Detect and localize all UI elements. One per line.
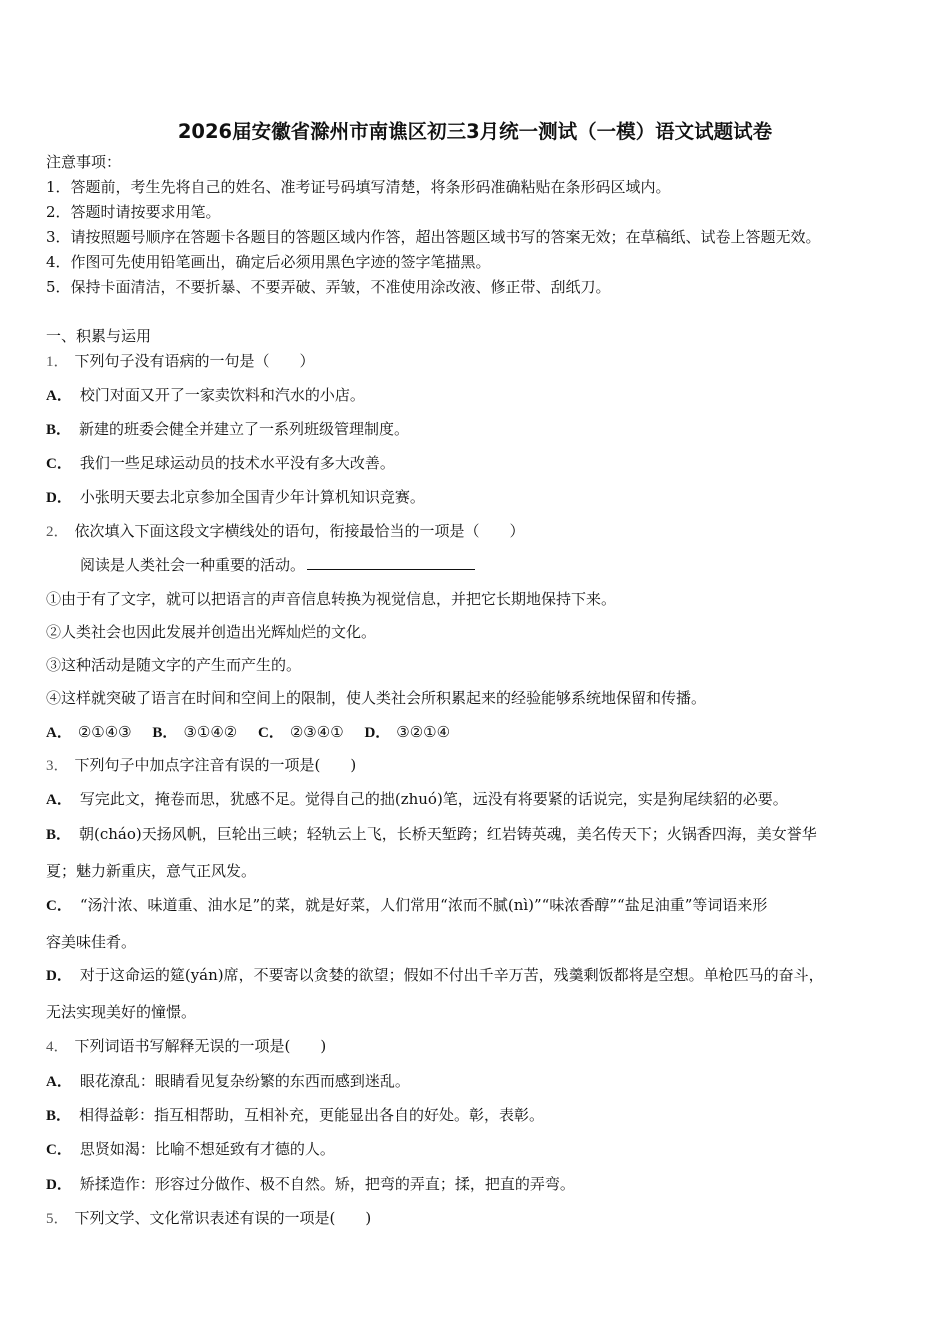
option-text: 朝(cháo)天扬风帆，巨轮出三峡；轻轨云上飞，长桥天堑跨；红岩铸英魂，美名传天下；火锅香四海，美女誉华 xyxy=(79,825,817,843)
option-c xyxy=(46,1139,335,1160)
question-2 xyxy=(46,521,525,542)
option-key: B． xyxy=(46,827,72,843)
option-text: “汤汁浓、味道重、油水足”的菜，就是好菜，人们常用“浓而不腻(nì)”“味浓香醇”“盐足油重”等词语来形 xyxy=(79,896,768,914)
option-d xyxy=(46,487,425,508)
question-number: 3． xyxy=(46,758,69,774)
question-stem: 下列词语书写解释无误的一项是( ) xyxy=(74,1037,327,1055)
question-5 xyxy=(46,1208,371,1229)
passage-text: 阅读是人类社会一种重要的活动。 xyxy=(80,556,306,574)
question-4 xyxy=(46,1036,326,1057)
option-text: 眼花潦乱：眼睛看见复杂纷繁的东西而感到迷乱。 xyxy=(79,1072,410,1090)
choice-row xyxy=(46,722,466,743)
option-text: 写完此文，掩卷而思，犹感不足。觉得自己的拙(zhuó)笔，远没有将要紧的话说完，实是狗尾续貂的必要。 xyxy=(79,790,788,808)
choice-d: D． ③②①④ xyxy=(364,723,451,741)
sentence-item: ④这样就突破了语言在时间和空间上的限制，使人类社会所积累起来的经验能够系统地保留和传播。 xyxy=(46,689,707,707)
option-continuation: 无法实现美好的憧憬。 xyxy=(46,1003,197,1021)
option-text: 对于这命运的筵(yán)席，不要寄以贪婪的欲望；假如不付出千辛万苦，残羹剩饭都将是空想。单枪匹马的奋斗， xyxy=(79,966,824,984)
option-text: 新建的班委会健全并建立了一系列班级管理制度。 xyxy=(79,420,410,438)
option-text: 小张明天要去北京参加全国青少年计算机知识竞赛。 xyxy=(79,488,425,506)
sentence-item: ③这种活动是随文字的产生而产生的。 xyxy=(46,656,302,674)
notice-item: 4．作图可先使用铅笔画出，确定后必须用黑色字迹的签字笔描黑。 xyxy=(46,253,491,271)
choice-a: A． ②①④③ xyxy=(46,723,132,741)
option-key: C． xyxy=(46,1142,72,1158)
option-b xyxy=(46,419,409,440)
option-a xyxy=(46,385,365,406)
choice-c: C． ②③④① xyxy=(258,723,344,741)
option-d xyxy=(46,1174,575,1195)
option-key: A． xyxy=(46,792,72,808)
question-number: 4． xyxy=(46,1039,69,1055)
question-number: 1． xyxy=(46,354,69,370)
question-1 xyxy=(46,351,315,372)
option-text: 校门对面又开了一家卖饮料和汽水的小店。 xyxy=(79,386,365,404)
option-key: C． xyxy=(46,898,72,914)
option-key: C． xyxy=(46,456,72,472)
option-key: D． xyxy=(46,1177,72,1193)
option-continuation: 容美味佳肴。 xyxy=(46,933,137,951)
notice-item: 5．保持卡面清洁，不要折暴、不要弄破、弄皱，不准使用涂改液、修正带、刮纸刀。 xyxy=(46,278,611,296)
option-c xyxy=(46,453,395,474)
question-stem: 下列文学、文化常识表述有误的一项是( ) xyxy=(74,1209,372,1227)
question-stem: 依次填入下面这段文字横线处的语句，衔接最恰当的一项是（ ） xyxy=(74,522,525,540)
passage-line xyxy=(80,555,475,575)
option-text: 思贤如渴：比喻不想延致有才德的人。 xyxy=(79,1140,335,1158)
sentence-item: ①由于有了文字，就可以把语言的声音信息转换为视觉信息，并把它长期地保持下来。 xyxy=(46,590,617,608)
section-heading: 一、积累与运用 xyxy=(46,327,152,345)
notice-item: 3．请按照题号顺序在答题卡各题目的答题区域内作答，超出答题区域书写的答案无效；在草稿纸、试卷上答题无效。 xyxy=(46,228,821,246)
fill-blank xyxy=(307,555,475,570)
option-a xyxy=(46,1071,410,1092)
option-d xyxy=(46,965,824,986)
option-c xyxy=(46,895,767,916)
question-number: 2． xyxy=(46,524,69,540)
option-key: B． xyxy=(46,1108,72,1124)
notice-item: 2．答题时请按要求用笔。 xyxy=(46,203,221,221)
option-continuation: 夏；魅力新重庆，意气正风发。 xyxy=(46,862,257,880)
option-b xyxy=(46,1105,544,1126)
option-key: D． xyxy=(46,968,72,984)
question-stem: 下列句子没有语病的一句是（ ） xyxy=(74,352,315,370)
sentence-item: ②人类社会也因此发展并创造出光辉灿烂的文化。 xyxy=(46,623,377,641)
option-text: 我们一些足球运动员的技术水平没有多大改善。 xyxy=(79,454,395,472)
question-3 xyxy=(46,755,356,776)
notice-item: 1．答题前，考生先将自己的姓名、准考证号码填写清楚，将条形码准确粘贴在条形码区域内。 xyxy=(46,178,671,196)
question-number: 5． xyxy=(46,1211,69,1227)
option-key: B． xyxy=(46,422,72,438)
option-a xyxy=(46,789,788,810)
option-key: D． xyxy=(46,490,72,506)
option-text: 相得益彰：指互相帮助，互相补充，更能显出各自的好处。彰，表彰。 xyxy=(79,1106,545,1124)
notice-heading: 注意事项： xyxy=(46,153,122,171)
page-title: 2026届安徽省滁州市南谯区初三3月统一测试（一模）语文试题试卷 xyxy=(177,120,773,143)
option-key: A． xyxy=(46,1074,72,1090)
option-key: A． xyxy=(46,388,72,404)
option-b xyxy=(46,824,817,845)
question-stem: 下列句子中加点字注音有误的一项是( ) xyxy=(74,756,357,774)
choice-b: B． ③①④② xyxy=(152,723,238,741)
option-text: 矫揉造作：形容过分做作、极不自然。矫，把弯的弄直；揉，把直的弄弯。 xyxy=(79,1175,575,1193)
